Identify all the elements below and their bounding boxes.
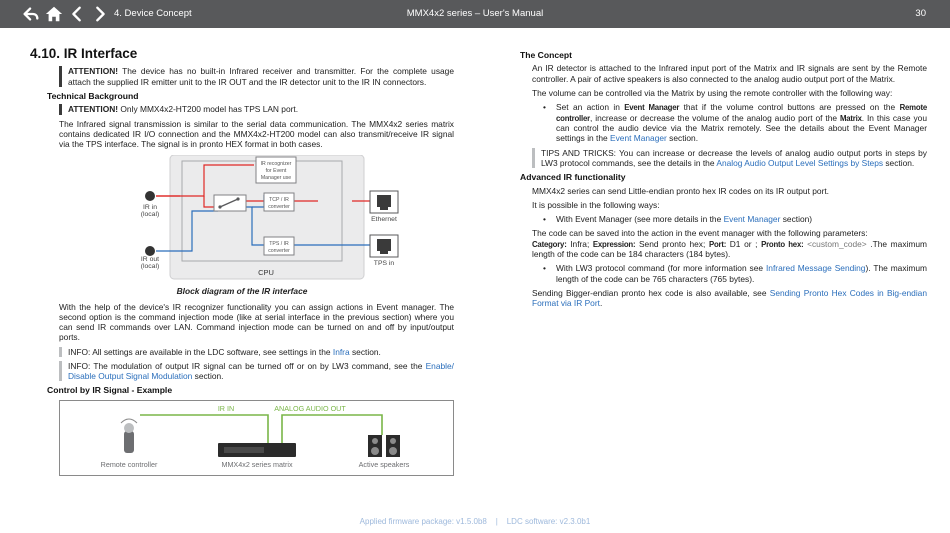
chapter-title: 4. Device Concept — [114, 8, 192, 19]
param-tail: .The maximum length of the code can be 184 characters (184 bytes). — [532, 238, 927, 260]
advanced-paragraph-1: MMX4x2 series can send Little-endian pronto hex IR codes on its IR output port. — [532, 185, 830, 196]
list-text: section) — [780, 214, 813, 225]
param-value: <custom_code> — [803, 238, 867, 249]
header-bar — [0, 0, 950, 28]
list-text: Set an action in — [556, 102, 625, 113]
list-text: . In this case you can control the audio device via the Matrix remotely. See the details about the Event Manager settings in the — [556, 112, 927, 144]
info-box-1 — [59, 347, 454, 357]
ir-out-label: IR out — [140, 256, 160, 264]
technical-background-heading: Technical Background — [47, 90, 139, 101]
param-label: Pronto hex: — [761, 239, 804, 249]
right-column — [520, 46, 927, 312]
advanced-paragraph-4 — [532, 288, 927, 309]
attention-box-1 — [59, 66, 454, 87]
list-item — [532, 102, 927, 144]
infrared-message-link[interactable]: Infrared Message Sending — [765, 263, 866, 274]
advanced-paragraph-3 — [532, 228, 927, 259]
paragraph-ir-recognizer: With the help of the device's IR recognizer functionality you can assign actions in Event manager. The second option is the command injection mode (like at serial interface in the previous section) where you can send IR commands over LAN. Command injection mode can be turned on and off by input/output ports. — [59, 301, 454, 343]
tps-converter-label-1: TPS / IR — [269, 241, 289, 248]
ethernet-label: Ethernet — [371, 216, 397, 224]
remote-controller-label: Remote controller — [100, 459, 158, 469]
paragraph-text: . — [599, 298, 603, 309]
infra-link[interactable]: Infra — [332, 346, 350, 357]
tips-tail: section. — [883, 157, 915, 168]
attention-label: ATTENTION! — [68, 66, 119, 77]
tps-in-label: TPS in — [373, 260, 395, 268]
param-label: Port: — [708, 239, 727, 249]
left-column — [30, 46, 454, 476]
list-term: Event Manager — [624, 103, 680, 113]
list-term: Remote controller — [556, 103, 928, 123]
tips-box — [532, 148, 927, 169]
page-footer: Applied firmware package: v1.5.0b8 | LDC software: v2.3.0b1 — [359, 517, 591, 526]
concept-heading: The Concept — [520, 50, 573, 60]
cpu-label: CPU — [258, 268, 274, 278]
concept-list — [520, 102, 927, 144]
list-text: that if the volume control buttons are pressed on the — [679, 102, 900, 113]
ir-in-label: IR in — [143, 204, 157, 212]
attention-label: ATTENTION! — [68, 104, 119, 115]
section-heading: 4.10. IR Interface — [30, 46, 138, 61]
tcp-converter-label-1: TCP / IR — [269, 197, 289, 204]
tips-text: TIPS AND TRICKS: You can increase or decrease the levels of analog audio output ports in steps by LW3 protocol commands, see the details in the — [541, 147, 927, 168]
list-text: With LW3 protocol command (for more information see — [556, 263, 766, 274]
attention-text: Only MMX4x2-HT200 model has TPS LAN port. — [118, 104, 299, 115]
ir-in-sub-label: (local) — [140, 211, 160, 219]
ir-block-diagram — [134, 155, 416, 283]
modulation-link[interactable]: Enable/ Disable Output Signal Modulation — [68, 360, 454, 382]
info-tail: section. — [349, 346, 381, 357]
event-manager-link[interactable]: Event Manager — [723, 214, 781, 225]
page-number: 30 — [915, 8, 926, 19]
info-box-2 — [59, 361, 454, 382]
param-label: Expression: — [592, 239, 636, 249]
paragraph-text: The code can be saved into the action in the event manager with the following parameters: — [532, 228, 868, 239]
list-text: With Event Manager (see more details in the — [556, 214, 724, 225]
list-text: section. — [666, 133, 699, 144]
list-item — [532, 214, 927, 224]
advanced-heading: Advanced IR functionality — [520, 172, 626, 183]
recognizer-label-3: Manager use — [260, 175, 292, 182]
document-title: MMX4x2 series – User's Manual — [406, 8, 544, 19]
advanced-list-1 — [520, 214, 927, 224]
speakers-label: Active speakers — [358, 459, 410, 469]
recognizer-label-1: IR recognizer — [260, 161, 292, 168]
ir-in-cable-label: IR IN — [217, 403, 235, 413]
example-heading: Control by IR Signal - Example — [47, 385, 173, 396]
analog-audio-cable-label: ANALOG AUDIO OUT — [274, 403, 346, 413]
attention-box-2 — [59, 104, 454, 114]
concept-paragraph-1: An IR detector is attached to the Infrared input port of the Matrix and IR signals are sent by the Remote controller. A pair of active speakers is also connected to the analog audio output port of the Matrix. — [532, 63, 927, 84]
matrix-label: MMX4x2 series matrix — [221, 459, 293, 469]
param-value: Infra; — [566, 238, 593, 249]
concept-paragraph-2: The volume can be controlled via the Matrix by using the remote controller with the following way: — [532, 87, 893, 98]
attention-text: The device has no built-in Infrared receiver and transmitter. For the complete usage attach the supplied IR emitter unit to the IR OUT and the IR detector unit to the IR IN connectors. — [68, 66, 454, 87]
event-manager-link[interactable]: Event Manager — [610, 133, 667, 144]
list-item — [532, 263, 927, 284]
list-text: ). The maximum length of the code can be 765 characters (765 bytes). — [556, 263, 927, 284]
control-example-diagram — [59, 400, 454, 476]
param-label: Category: — [532, 239, 567, 249]
list-term: Matrix — [839, 113, 862, 123]
param-value: D1 or ; — [726, 238, 762, 249]
info-text: INFO: All settings are available in the LDC software, see settings in the — [68, 346, 333, 357]
diagram-caption: Block diagram of the IR interface — [176, 286, 308, 297]
tps-converter-label-2: converter — [268, 248, 290, 255]
info-text: INFO: The modulation of output IR signal can be turned off or on by LW3 command, see the — [68, 360, 426, 371]
tcp-converter-label-2: converter — [268, 204, 290, 211]
big-endian-link[interactable]: Sending Pronto Hex Codes in Big-endian Format via IR Port — [532, 287, 927, 309]
audio-level-link[interactable]: Analog Audio Output Level Settings by Steps — [716, 157, 884, 168]
info-tail: section. — [192, 371, 224, 382]
paragraph-text: Sending Bigger-endian pronto hex code is also available, see — [532, 287, 770, 298]
param-value: Send pronto hex; — [635, 238, 709, 249]
list-text: , increase or decrease the volume of the analog audio port of the — [589, 112, 840, 123]
paragraph-ir-transmission: The Infrared signal transmission is similar to the serial data communication. The MMX4x2 series matrix contains dedicated IR I/O connection and the MMX4x2-HT200 model can also transmit/receive IR signal via the TPS interface. The signal is in pronto HEX format in both cases. — [59, 118, 454, 150]
ir-out-sub-label: (local) — [140, 263, 160, 271]
recognizer-label-2: for Event — [265, 168, 287, 175]
advanced-list-2 — [520, 263, 927, 284]
advanced-paragraph-2: It is possible in the following ways: — [532, 199, 660, 210]
